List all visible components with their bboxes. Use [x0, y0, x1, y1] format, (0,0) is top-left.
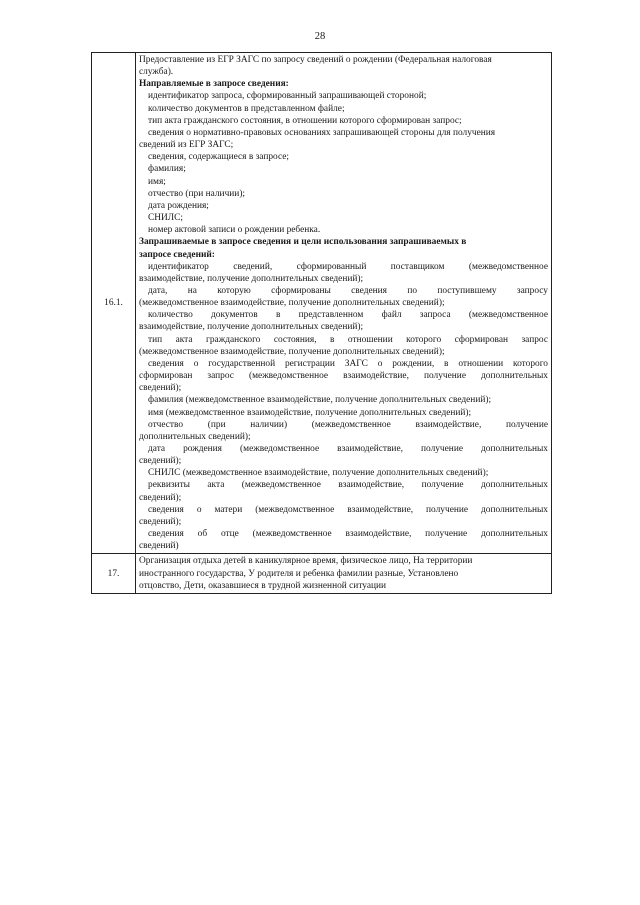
text-line: номер актовой записи о рождении ребенка.: [148, 225, 321, 236]
text-line: дата рождения;: [148, 200, 209, 211]
text-line: сведений);: [139, 516, 182, 527]
document-table: [91, 52, 552, 594]
text-line: тип акта гражданского состояния, в отношении которого сформирован запрос;: [148, 115, 462, 126]
text-line: сведений);: [139, 492, 182, 503]
text-line: сформирован запрос (межведомственное взаимодействие, получение дополнительных: [139, 371, 548, 382]
text-line: сведений);: [139, 456, 182, 467]
text-line: сведений из ЕГР ЗАГС;: [139, 140, 234, 151]
text-line: взаимодействие, получение дополнительных сведений);: [139, 322, 364, 333]
section-heading: запросе сведений:: [139, 249, 215, 260]
text-line: сведения о нормативно-правовых основаниях запрашивающей стороны для получения: [148, 127, 496, 138]
table-row: [92, 53, 552, 554]
text-line: дополнительных сведений);: [139, 431, 251, 442]
text-line: имя (межведомственное взаимодействие, получение дополнительных сведений);: [148, 407, 472, 418]
text-line: имя;: [148, 176, 166, 187]
text-line: фамилия;: [148, 164, 186, 175]
row-content: [136, 53, 552, 554]
text-line: взаимодействие, получение дополнительных сведений);: [139, 273, 364, 284]
text-line: реквизиты акта (межведомственное взаимодействие, получение дополнительных: [148, 480, 548, 491]
text-line: отчество (при наличии) (межведомственное взаимодействие, получение: [148, 419, 548, 430]
text-line: дата рождения (межведомственное взаимодействие, получение дополнительных: [148, 444, 548, 454]
text-line: сведений);: [139, 383, 182, 394]
text-line: СНИЛС (межведомственное взаимодействие, получение дополнительных сведений);: [148, 468, 489, 479]
text-line: количество документов в представленном файле;: [148, 103, 345, 114]
text-line: идентификатор запроса, сформированный запрашивающей стороной;: [148, 91, 427, 102]
text-line: дата, на которую сформированы сведения по поступившему запросу: [148, 285, 548, 296]
text-line: отцовство, Дети, оказавшиеся в трудной жизненной ситуации: [139, 580, 387, 591]
table-row: [92, 554, 552, 593]
text-line: сведений): [139, 541, 179, 552]
text-line: сведения об отце (межведомственное взаимодействие, получение дополнительных: [148, 529, 548, 540]
text-line: иностранного государства, У родителя и ребенка фамилии разные, Установлено: [139, 568, 459, 579]
text-line: (межведомственное взаимодействие, получение дополнительных сведений);: [139, 346, 445, 357]
row-number: 16.1.: [92, 53, 136, 554]
row-content: [136, 554, 552, 593]
text-line: Предоставление из ЕГР ЗАГС по запросу сведений о рождении (Федеральная налоговая: [139, 55, 492, 65]
page-number: 28: [314, 31, 326, 42]
text-line: сведения о матери (межведомственное взаимодействие, получение дополнительных: [148, 504, 548, 515]
text-line: служба).: [139, 67, 174, 78]
row-number: 17.: [92, 554, 136, 593]
text-line: тип акта гражданского состояния, в отношении которого сформирован запрос: [148, 334, 548, 345]
text-line: сведения о государственной регистрации ЗАГС о рождении, в отношении которого: [148, 358, 548, 369]
text-line: идентификатор сведений, сформированный поставщиком (межведомственное: [148, 261, 548, 272]
text-line: (межведомственное взаимодействие, получение дополнительных сведений);: [139, 298, 445, 309]
text-line: СНИЛС;: [148, 213, 184, 224]
document-table-body: [92, 53, 552, 594]
section-heading: Направляемые в запросе сведения:: [139, 79, 289, 90]
text-line: количество документов в представленном файл запроса (межведомственное: [148, 310, 548, 321]
text-line: сведения, содержащиеся в запросе;: [148, 152, 289, 163]
text-line: Организация отдыха детей в каникулярное время, физическое лицо, На территории: [139, 556, 473, 567]
text-line: фамилия (межведомственное взаимодействие, получение дополнительных сведений);: [148, 395, 492, 406]
section-heading: Запрашиваемые в запросе сведения и цели использования запрашиваемых в: [139, 237, 467, 248]
text-line: отчество (при наличии);: [148, 188, 246, 199]
